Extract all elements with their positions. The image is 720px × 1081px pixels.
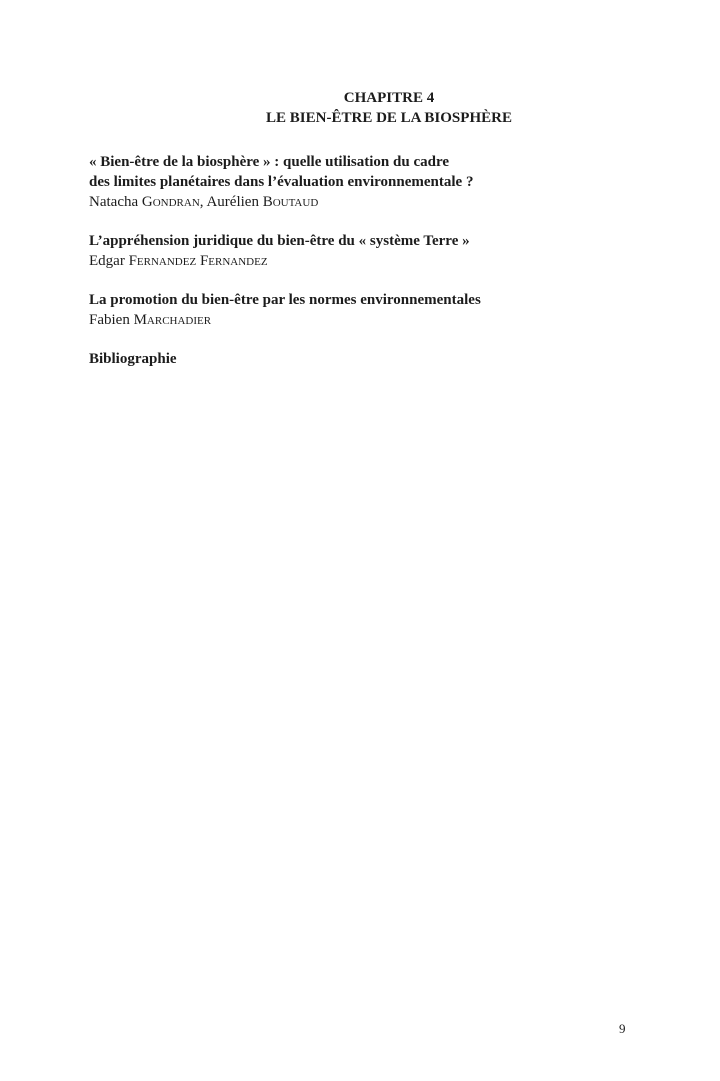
- entry-authors: [89, 310, 649, 330]
- table-of-contents: [89, 152, 649, 388]
- author-last-name: Fernandez Fernandez: [128, 253, 268, 269]
- chapter-heading: [0, 88, 720, 128]
- chapter-title: LE BIEN-ÊTRE DE LA BIOSPHÈRE: [266, 110, 512, 126]
- entry-authors: [89, 192, 649, 212]
- author-first-name: Edgar: [89, 253, 129, 269]
- author-separator: ,: [199, 194, 207, 210]
- toc-entry: [89, 349, 649, 369]
- page-number: 9: [619, 1021, 626, 1036]
- author-first-name: Natacha: [89, 194, 142, 210]
- toc-entry: [89, 290, 649, 330]
- author-last-name: Marchadier: [133, 312, 212, 328]
- entry-authors: [89, 251, 649, 271]
- toc-entry: [89, 231, 649, 271]
- entry-title-line: « Bien-être de la biosphère » : quelle utilisation du cadre: [89, 154, 450, 170]
- toc-entry: [89, 152, 649, 212]
- entry-title-line: Bibliographie: [89, 351, 177, 367]
- author-last-name: Gondran: [141, 194, 200, 210]
- entry-title-line: La promotion du bien-être par les normes environnementales: [89, 292, 481, 308]
- author-first-name: Aurélien: [206, 194, 263, 210]
- author-last-name: Boutaud: [262, 194, 319, 210]
- chapter-number: CHAPITRE 4: [343, 90, 435, 106]
- entry-title-line: L’appréhension juridique du bien-être du « système Terre »: [89, 233, 470, 249]
- author-first-name: Fabien: [89, 312, 134, 328]
- entry-title-line: des limites planétaires dans l’évaluation environnementale ?: [89, 174, 474, 190]
